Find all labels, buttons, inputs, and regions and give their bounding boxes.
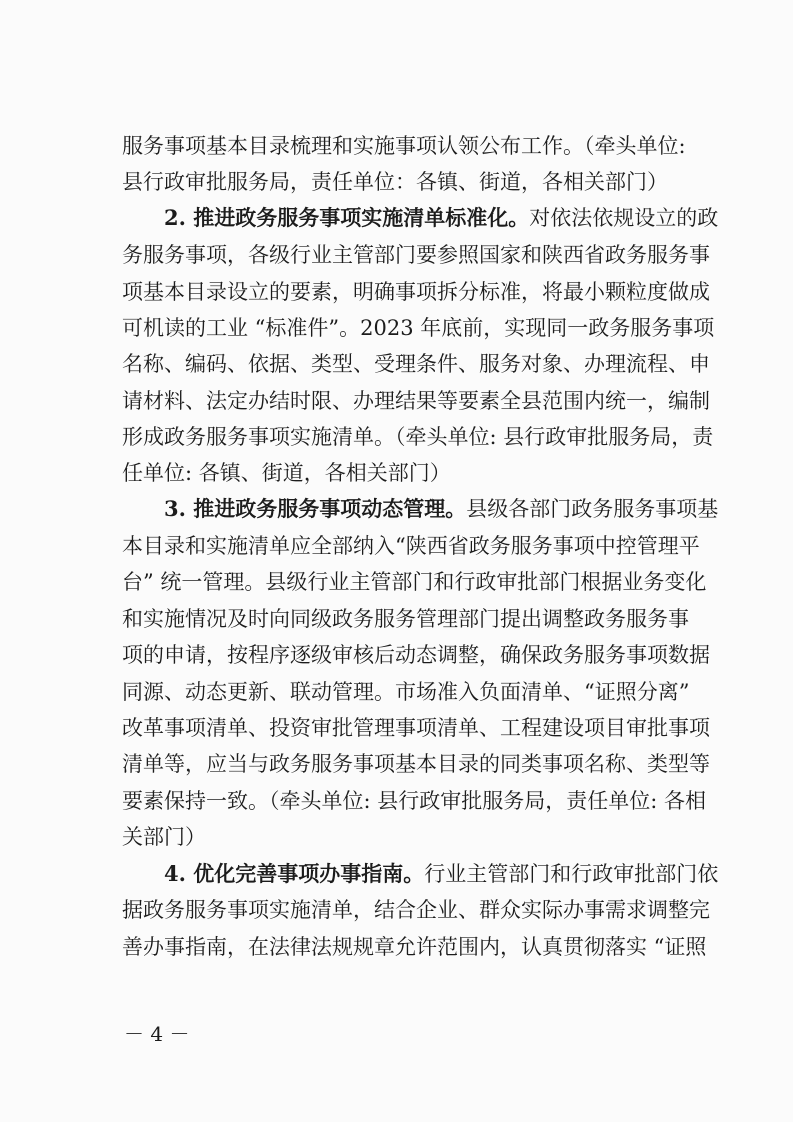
text-line: 形成政务服务事项实施清单。（牵头单位: 县行政审批服务局，责 (122, 425, 714, 449)
page-number: － 4 － (124, 1022, 190, 1046)
text-line: 项的申请，按程序逐级审核后动态调整，确保政务服务事项数据 (122, 643, 710, 667)
text-line: 善办事指南，在法律法规规章允许范围内，认真贯彻落实 “证照 (122, 935, 707, 959)
text-line: 台” 统一管理。县级行业主管部门和行政审批部门根据业务变化 (122, 570, 707, 594)
text-line: 本目录和实施清单应全部纳入“陕西省政务服务事项中控管理平 (122, 534, 700, 558)
text-line: 改革事项清单、投资审批管理事项清单、工程建设项目审批事项 (122, 716, 710, 740)
text-line: 清单等，应当与政务服务事项基本目录的同类事项名称、类型等 (122, 752, 710, 776)
text-line: 任单位: 各镇、街道，各相关部门） (122, 461, 451, 485)
text-line: 名称、编码、依据、类型、受理条件、服务对象、办理流程、申 (122, 352, 710, 376)
text-line: 和实施情况及时向同级政务服务管理部门提出调整政务服务事 (122, 607, 689, 631)
section-heading-line: 3. 推进政务服务事项动态管理。县级各部门政务服务事项基 (164, 496, 719, 521)
text-line: 据政务服务事项实施清单，结合企业、群众实际办事需求调整完 (122, 898, 710, 922)
text-line: 项基本目录设立的要素，明确事项拆分标准，将最小颗粒度做成 (122, 280, 710, 304)
text-line: 请材料、法定办结时限、办理结果等要素全县范围内统一，编制 (122, 389, 710, 413)
text-line: 要素保持一致。（牵头单位: 县行政审批服务局，责任单位: 各相 (122, 789, 706, 813)
text-line: 县行政审批服务局，责任单位：各镇、街道，各相关部门） (122, 170, 668, 194)
section-heading: 4. 优化完善事项办事指南。 (164, 861, 425, 886)
text-line: 务服务事项，各级行业主管部门要参照国家和陕西省政务服务事 (122, 243, 710, 267)
section-heading-line: 4. 优化完善事项办事指南。行业主管部门和行政审批部门依 (164, 861, 719, 886)
text-line: 同源、动态更新、联动管理。市场准入负面清单、“证照分离” (122, 680, 690, 704)
section-heading-line: 2. 推进政务服务事项实施清单标准化。对依法依规设立的政 (164, 205, 719, 230)
section-heading: 2. 推进政务服务事项实施清单标准化。 (164, 205, 530, 230)
section-heading: 3. 推进政务服务事项动态管理。 (164, 496, 467, 521)
text-line: 关部门） (122, 825, 206, 849)
text-line: 服务事项基本目录梳理和实施事项认领公布工作。（牵头单位: (122, 134, 686, 158)
text-line: 可机读的工业 “标准件”。2023 年底前，实现同一政务服务事项 (122, 316, 715, 340)
